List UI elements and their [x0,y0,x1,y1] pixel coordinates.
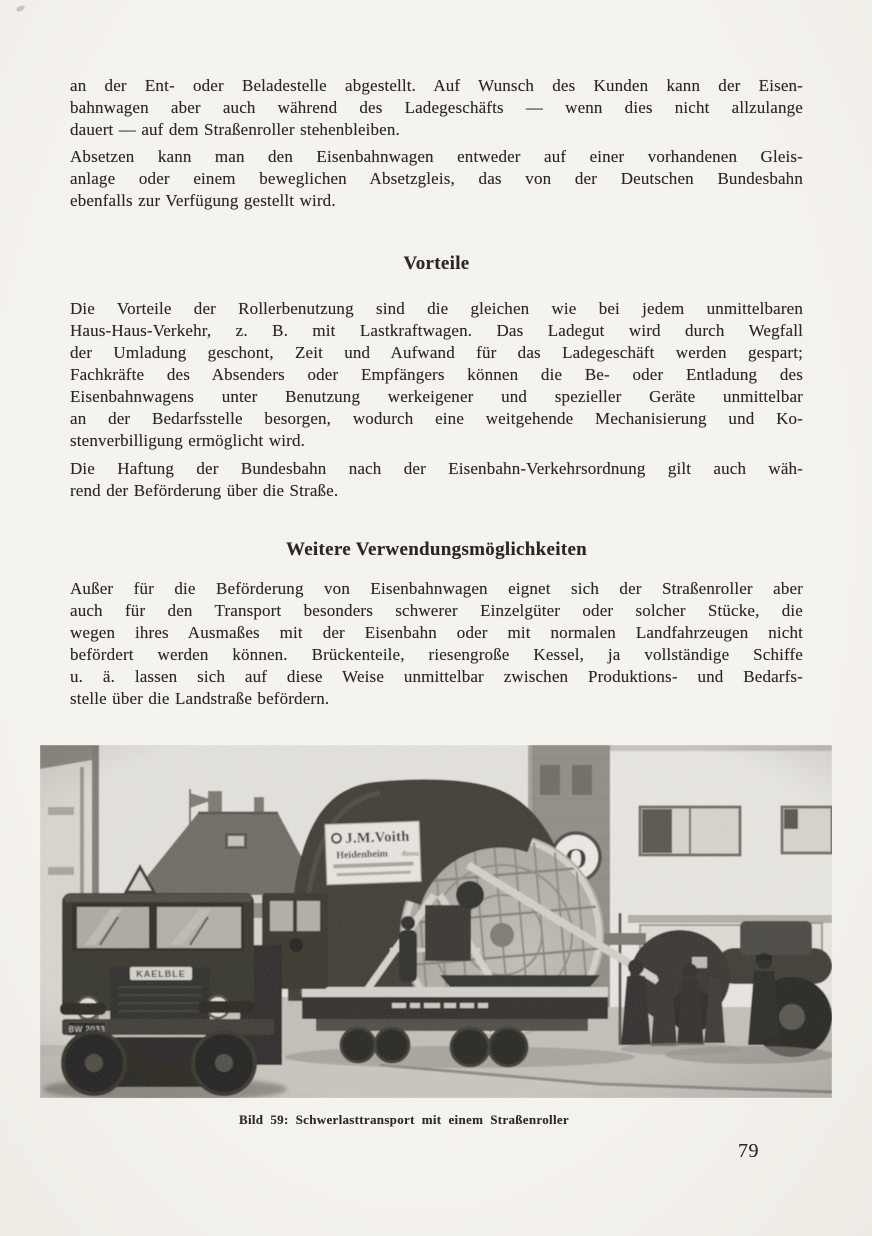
text-line: auch für den Transport besonders schwerer Einzelgüter oder solcher Stücke, die [70,601,803,620]
text-line: Die Vorteile der Rollerbenutzung sind die gleichen wie bei jedem unmittelbaren [70,299,803,318]
text-line: stelle über die Landstraße befördern. [70,689,330,708]
text-line: an der Bedarfsstelle besorgen, wodurch eine weitgehende Mechanisierung und Ko- [70,409,803,428]
photo-figure [40,745,832,1098]
text-line: Fachkräfte des Absenders oder Empfängers können die Be- oder Entladung des [70,365,803,384]
figure-caption: Bild 59: Schwerlasttransport mit einem Straßenroller [238,1112,570,1127]
photo-grain [40,745,832,1098]
paragraph [70,458,803,502]
text-line: Eisenbahnwagens unter Benutzung werkeigener und spezieller Geräte unmittelbar [70,387,803,406]
text-line: Haus-Haus-Verkehr, z. B. mit Lastkraftwagen. Das Ladegut wird durch Wegfall [70,321,803,340]
section-heading-vorteile: Vorteile [403,253,470,274]
paragraph [70,146,803,212]
text-line: befördert werden können. Brückenteile, riesengroße Kessel, ja vollständige Schiffe [70,645,803,664]
text-line: an der Ent- oder Beladestelle abgestellt. Auf Wunsch des Kunden kann der Eisen- [70,76,803,95]
paragraph [70,578,803,710]
halftone-photo [40,745,832,1098]
scan-artifact [15,4,25,13]
text-line: stenverbilligung ermöglicht wird. [70,431,305,450]
text-line: wegen ihres Ausmaßes mit der Eisenbahn oder mit normalen Landfahrzeugen nicht [70,623,803,642]
paragraph [70,75,803,141]
text-line: u. ä. lassen sich auf diese Weise unmittelbar zwischen Produktions- und Bedarfs- [70,667,803,686]
text-line: ebenfalls zur Verfügung gestellt wird. [70,191,336,210]
text-line: rend der Beförderung über die Straße. [70,481,339,500]
text-block [70,75,803,710]
page-number: 79 [738,1140,759,1162]
text-line: dauert — auf dem Straßenroller stehenbleiben. [70,120,400,139]
paragraph [70,298,803,452]
text-line: Außer für die Beförderung von Eisenbahnwagen eignet sich der Straßenroller aber [70,579,803,598]
text-line: bahnwagen aber auch während des Ladegeschäfts — wenn dies nicht allzulange [70,98,803,117]
text-line: anlage oder einem beweglichen Absetzgleis, das von der Deutschen Bundesbahn [70,169,803,188]
text-line: Absetzen kann man den Eisenbahnwagen entweder auf einer vorhandenen Gleis- [70,147,803,166]
text-line: Die Haftung der Bundesbahn nach der Eisenbahn-Verkehrsordnung gilt auch wäh- [70,459,803,478]
section-heading-weitere-verwendungsmoeglichkeiten: Weitere Verwendungsmöglichkeiten [285,539,588,560]
text-line: der Umladung geschont, Zeit und Aufwand für das Ladegeschäft werden gespart; [70,343,803,362]
